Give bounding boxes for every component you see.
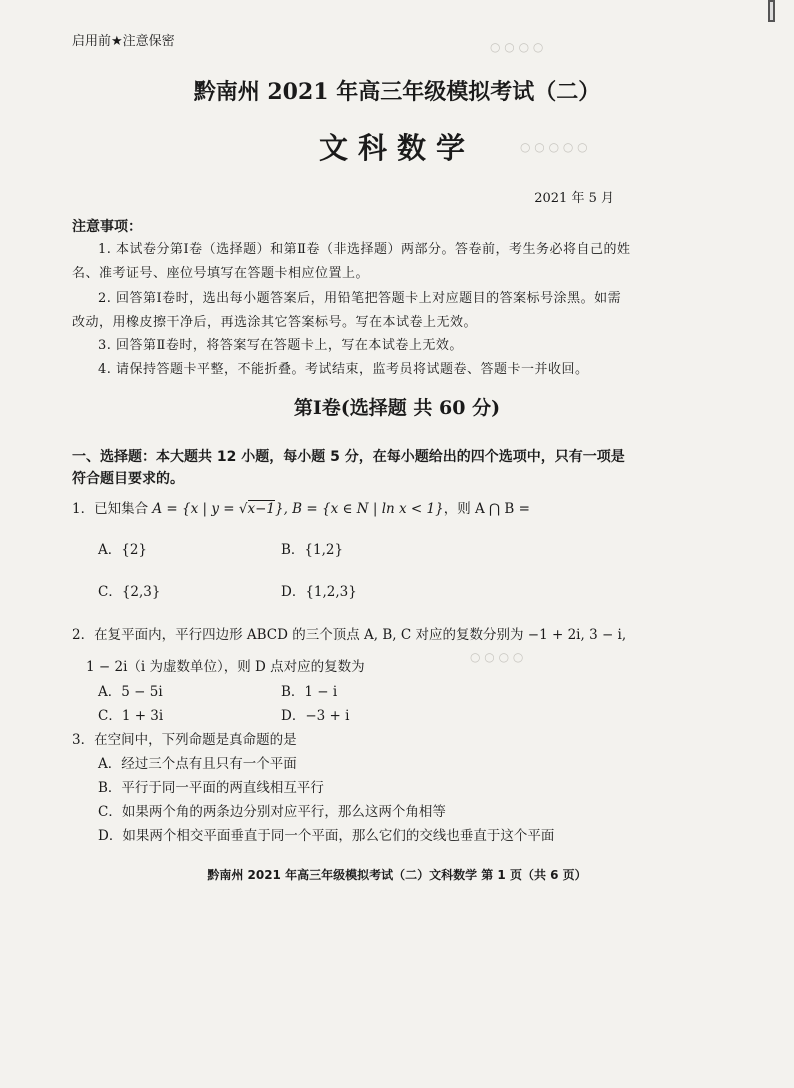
- exam-date: 2021 年 5 月: [534, 191, 614, 206]
- question-3-stem: [72, 728, 297, 748]
- question-1-stem: [72, 497, 530, 517]
- question-number: 2．: [72, 627, 95, 643]
- q2-option-a: A．5 − 5i: [98, 684, 163, 700]
- question-text: 在空间中，下列命题是真命题的是: [94, 732, 297, 748]
- q3-option-a: A．经过三个点有且只有一个平面: [98, 756, 297, 772]
- question-text: 在复平面内，平行四边形 ABCD 的三个顶点 A, B, C 对应的复数分别为 −1 + 2i, 3 − i,: [94, 627, 627, 643]
- exam-title: 黔南州 2021 年高三年级模拟考试（二）: [193, 79, 601, 105]
- radicand: x−1: [247, 501, 276, 517]
- notice-item: 3. 回答第Ⅱ卷时，将答案写在答题卡上，写在本试卷上无效。: [98, 338, 463, 353]
- bleed-through-text: ○ ○ ○ ○: [470, 650, 524, 664]
- section-title: 第Ⅰ卷(选择题 共 60 分): [293, 397, 501, 419]
- notice-item: 4. 请保持答题卡平整，不能折叠。考试结束，监考员将试题卷、答题卡一并收回。: [98, 362, 589, 377]
- q3-option-b: B．平行于同一平面的两直线相互平行: [98, 780, 324, 796]
- notice-heading: 注意事项：: [72, 219, 142, 235]
- question-number: 1．: [72, 501, 95, 517]
- exam-subject: 文科数学: [318, 131, 475, 165]
- sqrt-symbol: √: [238, 501, 248, 517]
- q1-option-a: A．{2}: [98, 542, 148, 558]
- question-text: 已知集合: [94, 501, 149, 517]
- q2-option-c: C．1 + 3i: [98, 708, 164, 724]
- q3-option-d: D．如果两个相交平面垂直于同一个平面，那么它们的交线也垂直于这个平面: [98, 828, 555, 844]
- notice-item: 2. 回答第Ⅰ卷时，选出每小题答案后，用铅笔把答题卡上对应题目的答案标号涂黑。如需改动，用橡皮擦干净后，再选涂其它答案标号。写在本试卷上无效。: [72, 291, 622, 330]
- q1-option-d: D．{1,2,3}: [281, 584, 357, 600]
- page-corner-mark: [762, 0, 780, 26]
- question-2-stem-cont: 1 − 2i（i 为虚数单位），则 D 点对应的复数为: [86, 659, 365, 675]
- confidential-label: 启用前★注意保密: [72, 34, 175, 49]
- q2-option-b: B．1 − i: [281, 684, 338, 700]
- bleed-through-text: ○ ○ ○ ○ ○: [520, 140, 588, 154]
- q2-option-d: D．−3 + i: [281, 708, 350, 724]
- page-footer: 黔南州 2021 年高三年级模拟考试（二）文科数学 第 1 页（共 6 页）: [207, 868, 587, 882]
- set-a-expression: A = {x | y =: [152, 501, 239, 517]
- set-b-expression: }, B = {x ∈ N | ln x < 1}: [275, 501, 444, 517]
- question-2-stem: [72, 623, 626, 643]
- section-instructions: 一、选择题：本大题共 12 小题，每小题 5 分，在每小题给出的四个选项中，只有一项是符合题目要求的。: [72, 449, 625, 487]
- question-number: 3．: [72, 732, 95, 748]
- q1-option-c: C．{2,3}: [98, 584, 161, 600]
- q1-option-b: B．{1,2}: [281, 542, 344, 558]
- q3-option-c: C．如果两个角的两条边分别对应平行，那么这两个角相等: [98, 804, 446, 820]
- notice-item: 1. 本试卷分第Ⅰ卷（选择题）和第Ⅱ卷（非选择题）两部分。答卷前，考生务必将自己的姓名、准考证号、座位号填写在答题卡相应位置上。: [72, 242, 631, 281]
- bleed-through-text: ○ ○ ○ ○: [490, 40, 544, 54]
- question-text-suffix: ，则 A ⋂ B =: [443, 501, 530, 517]
